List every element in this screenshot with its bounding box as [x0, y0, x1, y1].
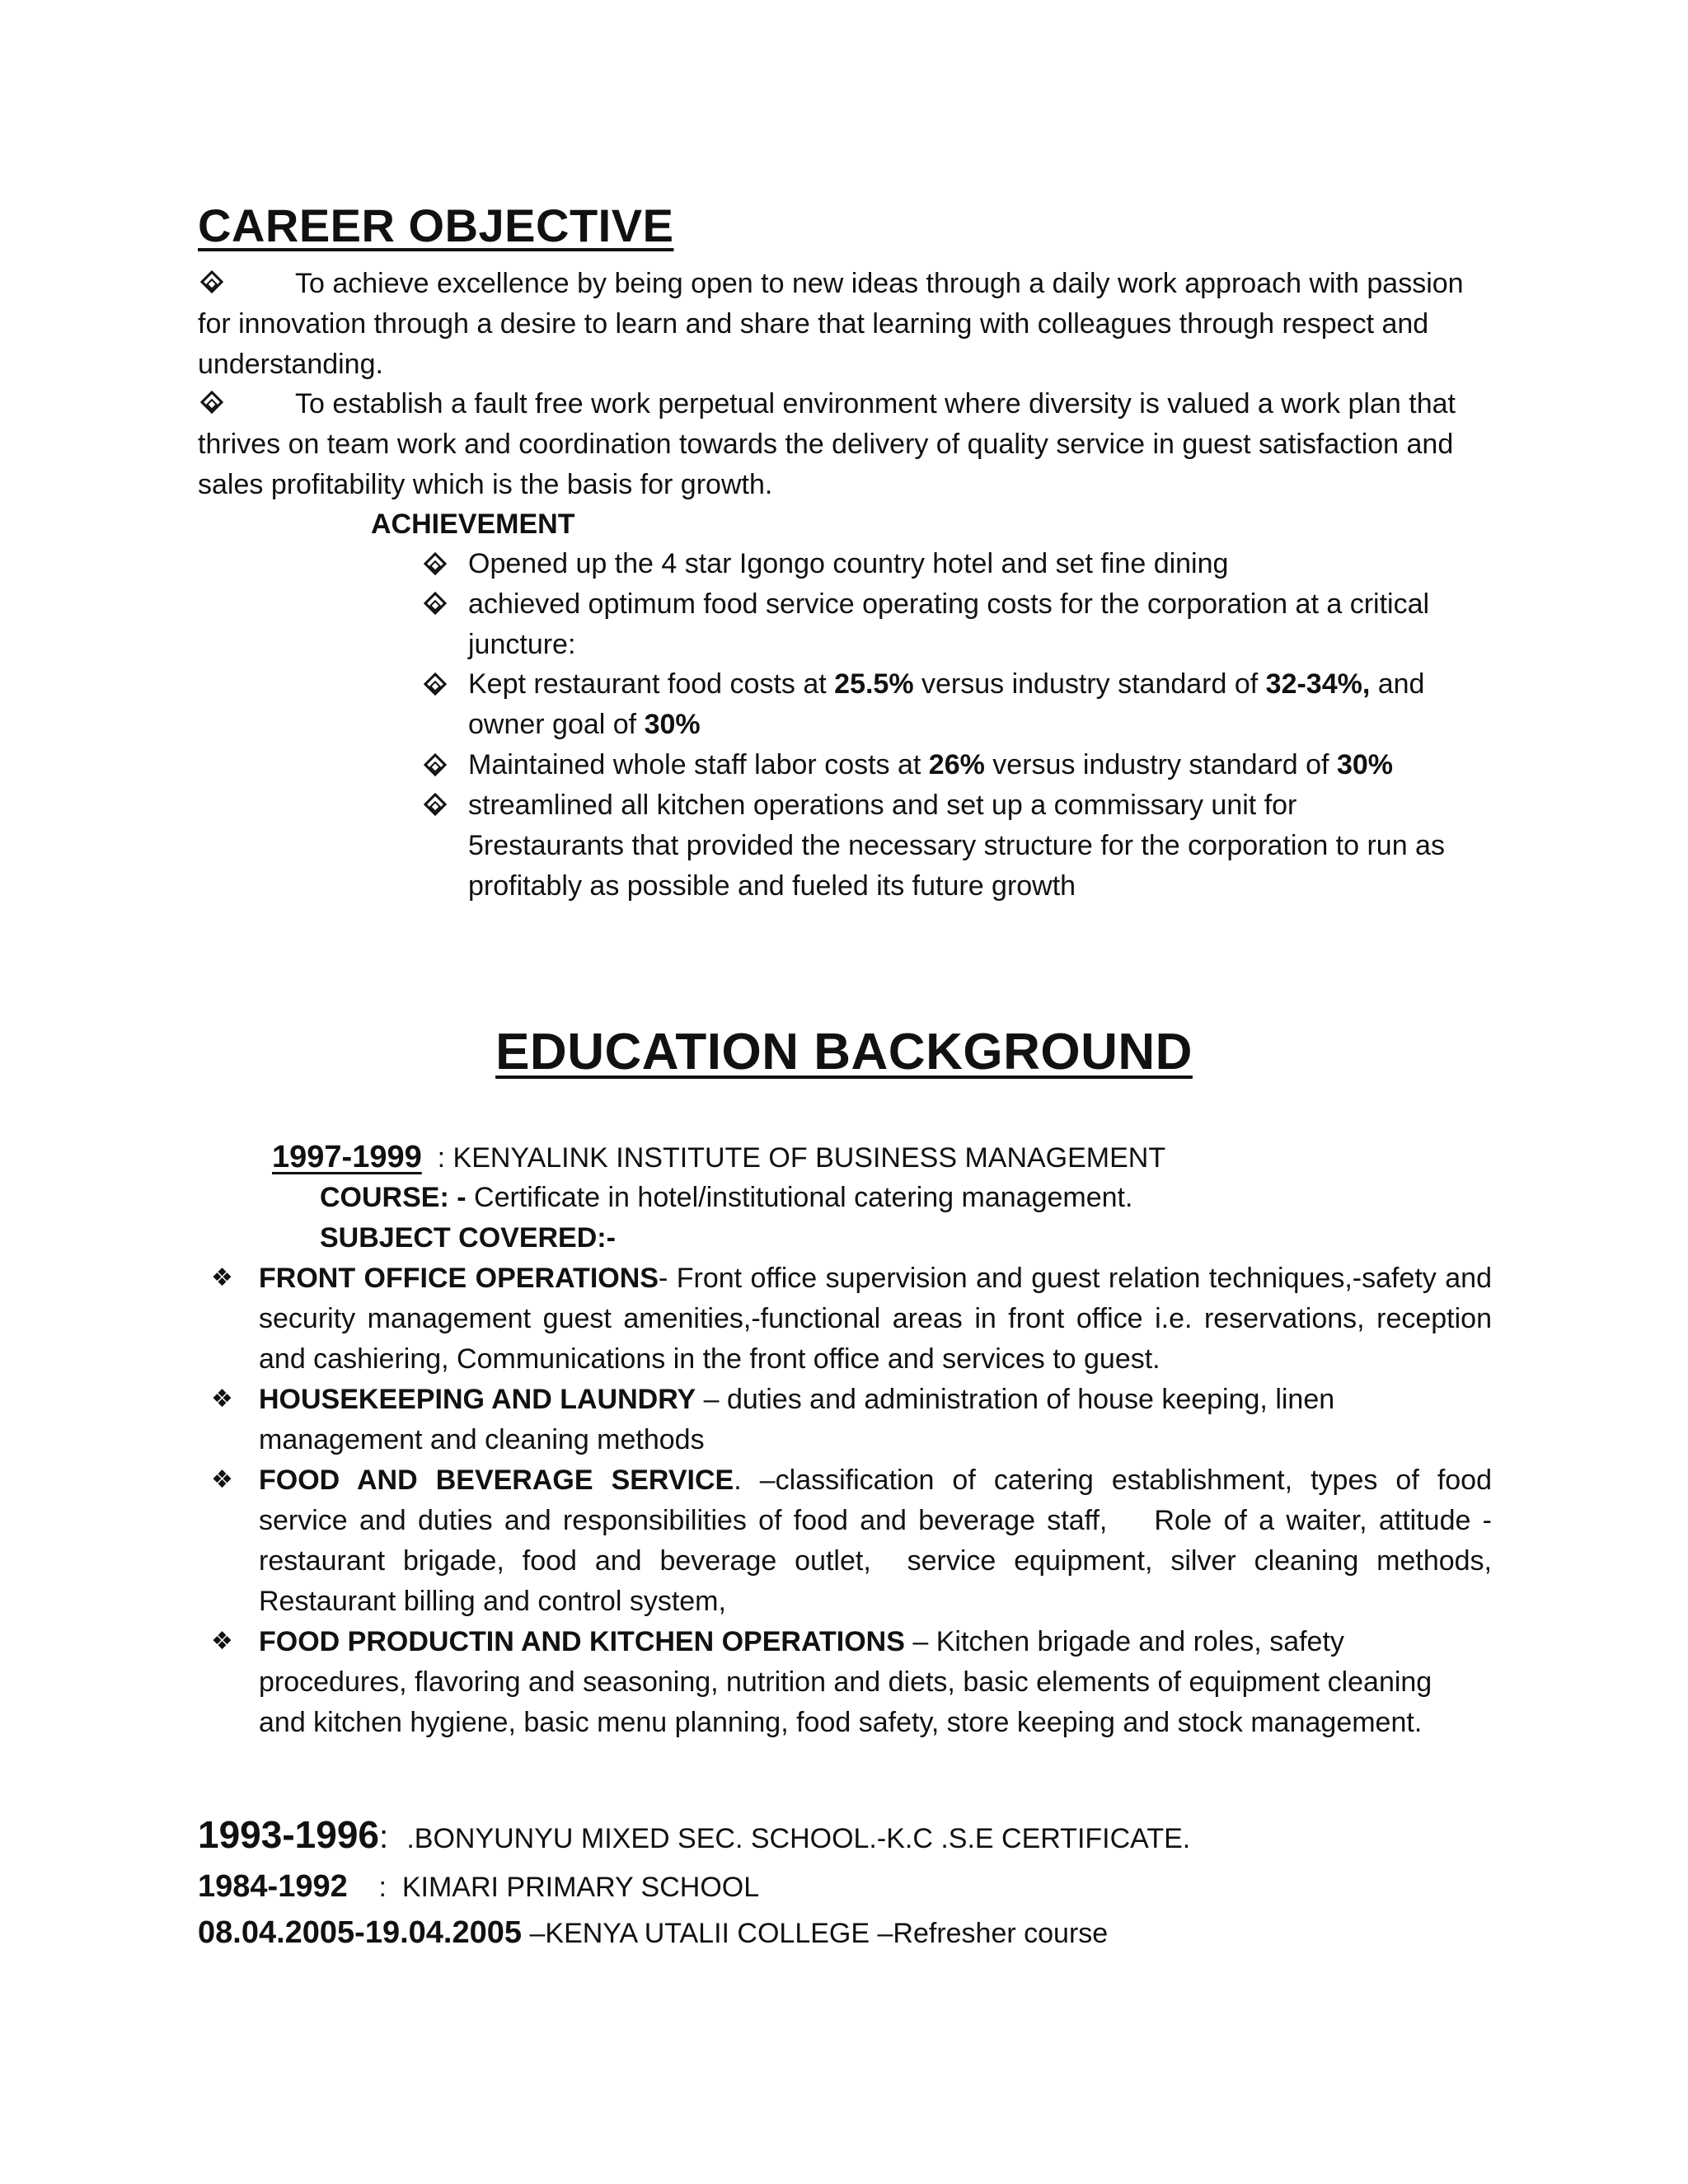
achievement-item-2: achieved optimum food service operating costs for the corporation at a critical juncture:	[468, 588, 1430, 660]
diamond-bullet-icon	[427, 595, 443, 616]
career-objective-heading: CAREER OBJECTIVE	[198, 199, 674, 251]
achievement-item-1: Opened up the 4 star Igongo country hotel and set fine dining	[468, 548, 1229, 579]
objective-2-lead: To establish a fault free work perpetual environment where diversity is valued a work	[295, 388, 1341, 419]
objective-1-rest: passion for innovation through a desire to learn and share that learning with colleagues through respect and understanding.	[198, 268, 1464, 380]
course-label: COURSE: -	[320, 1182, 467, 1213]
diamond-bullet-icon	[427, 676, 443, 696]
four-diamond-bullet-icon: ❖	[211, 1466, 233, 1493]
subject-housekeeping: HOUSEKEEPING AND LAUNDRY – duties and administration of house keeping, linen management and cleaning methods	[259, 1384, 1335, 1455]
objective-1-lead: To achieve excellence by being open to new ideas through a daily work approach with	[295, 268, 1359, 299]
education-entry-1984: 1984-1992 : KIMARI PRIMARY SCHOOL	[198, 1869, 760, 1904]
education-heading: EDUCATION BACKGROUND	[495, 1024, 1193, 1080]
subject-front-office: FRONT OFFICE OPERATIONS- Front office supervision and guest relation techniques,-safety and security management guest amenities,-functional areas in front office i.e. reservations, reception and cashiering, Communications in the front office and services to guest.	[259, 1263, 1492, 1375]
achievement-item-3: Kept restaurant food costs at 25.5% versus industry standard of 32-34%, and owner goal of 30%	[468, 668, 1425, 740]
subject-food-production: FOOD PRODUCTIN AND KITCHEN OPERATIONS – Kitchen brigade and roles, safety procedures, flavoring and seasoning, nutrition and diets, basic elements of equipment cleaning and kitchen hygiene, basic menu planning, food safety, store keeping and stock management.	[259, 1626, 1432, 1738]
achievement-item-5: streamlined all kitchen operations and set up a commissary unit for 5restaurants that provided the necessary structure for the corporation to run as profitably as possible and fueled its future growth	[468, 790, 1445, 902]
diamond-bullet-icon	[427, 796, 443, 817]
career-objective-paragraph-2	[198, 384, 1500, 505]
education-entry-1993: 1993-1996: .BONYUNYU MIXED SEC. SCHOOL.-K.C .S.E CERTIFICATE.	[198, 1813, 1191, 1856]
four-diamond-bullet-icon: ❖	[211, 1628, 233, 1655]
entry-institution: : KENYALINK INSTITUTE OF BUSINESS MANAGEMENT	[421, 1142, 1166, 1174]
achievement-item-4: Maintained whole staff labor costs at 26% versus industry standard of 30%	[468, 749, 1394, 780]
course-value: Certificate in hotel/institutional catering management.	[466, 1182, 1133, 1213]
objective-2-rest: plan that thrives on team work and coordination towards the delivery of quality service in guest satisfaction and sales profitability which is the basis for growth.	[198, 388, 1456, 500]
subject-food-beverage: FOOD AND BEVERAGE SERVICE. –classification of catering establishment, types of food service and duties and responsibilities of food and beverage staff, Role of a waiter, attitude -restaurant brigade, food and beverage outlet, service equipment, silver cleaning methods, Restaurant billing and control system,	[259, 1465, 1500, 1617]
education-entry-2005: 08.04.2005-19.04.2005 –KENYA UTALII COLLEGE –Refresher course	[198, 1915, 1109, 1950]
four-diamond-bullet-icon: ❖	[211, 1264, 233, 1291]
subjects-label: SUBJECT COVERED:-	[320, 1222, 616, 1254]
career-objective-paragraph-1	[198, 264, 1500, 385]
four-diamond-bullet-icon: ❖	[211, 1385, 233, 1413]
entry-years: 1997-1999	[272, 1140, 422, 1174]
diamond-bullet-icon	[427, 555, 443, 576]
course-line	[320, 1178, 1132, 1218]
achievement-heading: ACHIEVEMENT	[371, 509, 575, 540]
education-entry-1997	[272, 1137, 1165, 1179]
diamond-bullet-icon	[427, 757, 443, 777]
